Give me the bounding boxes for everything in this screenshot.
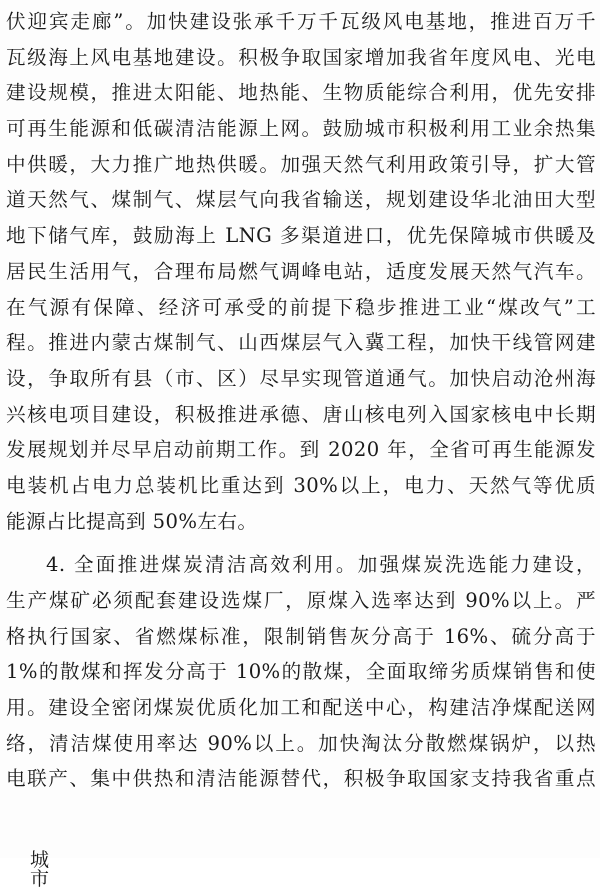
text-line: 居民生活用气，合理布局燃气调峰电站，适度发展天然气汽车。 [6, 259, 596, 283]
text-line: 能源占比提高到 50%左右。 [6, 509, 258, 533]
text-line: 兴核电项目建设，积极推进承德、唐山核电列入国家核电中长期 [6, 402, 596, 426]
text-line: 电联产、集中供热和清洁能源替代，积极争取国家支持我省重点 [6, 767, 596, 791]
paragraph-energy-structure [6, 4, 596, 539]
text-line: 建设规模，推进太阳能、地热能、生物质能综合利用，优先安排 [6, 81, 596, 105]
cut-off-text: 城市 [30, 849, 50, 890]
text-line: 中供暖，大力推广地热供暖。加强天然气利用政策引导，扩大管 [6, 152, 596, 176]
text-line: 设，争取所有县（市、区）尽早实现管道通气。加快启动沧州海 [6, 366, 596, 390]
text-line: 瓦级海上风电基地建设。积极争取国家增加我省年度风电、光电 [6, 45, 596, 69]
text-line: 电装机占电力总装机比重达到 30%以上，电力、天然气等优质 [6, 473, 596, 497]
paragraph-coal-clean-use [6, 547, 596, 797]
text-line: 伏迎宾走廊”。加快建设张承千万千瓦级风电基地，推进百万千 [6, 10, 596, 33]
section-heading-line: 4. 全面推进煤炭清洁高效利用。加强煤炭洗选能力建设， [46, 553, 596, 577]
text-line: 在气源有保障、经济可承受的前提下稳步推进工业“煤改气”工 [6, 295, 596, 319]
document-text [6, 4, 596, 797]
text-line: 发展规划并尽早启动前期工作。到 2020 年，全省可再生能源发 [6, 438, 596, 462]
text-line: 络，清洁煤使用率达 90%以上。加快淘汰分散燃煤锅炉，以热 [6, 731, 596, 755]
text-line: 用。建设全密闭煤炭优质化加工和配送中心，构建洁净煤配送网 [6, 696, 596, 720]
text-line: 道天然气、煤制气、煤层气向我省输送，规划建设华北油田大型 [6, 188, 596, 212]
text-line: 格执行国家、省燃煤标准，限制销售灰分高于 16%、硫分高于 [6, 624, 596, 648]
paragraph-gap [6, 539, 596, 547]
text-line: 程。推进内蒙古煤制气、山西煤层气入冀工程，加快干线管网建 [6, 331, 596, 355]
text-line: 地下储气库，鼓励海上 LNG 多渠道进口，优先保障城市供暖及 [6, 224, 596, 248]
text-line: 1%的散煤和挥发分高于 10%的散煤，全面取缔劣质煤销售和使 [6, 660, 596, 684]
text-line: 可再生能源和低碳清洁能源上网。鼓励城市积极利用工业余热集 [6, 117, 596, 141]
text-line: 生产煤矿必须配套建设选煤厂，原煤入选率达到 90%以上。严 [6, 589, 596, 612]
